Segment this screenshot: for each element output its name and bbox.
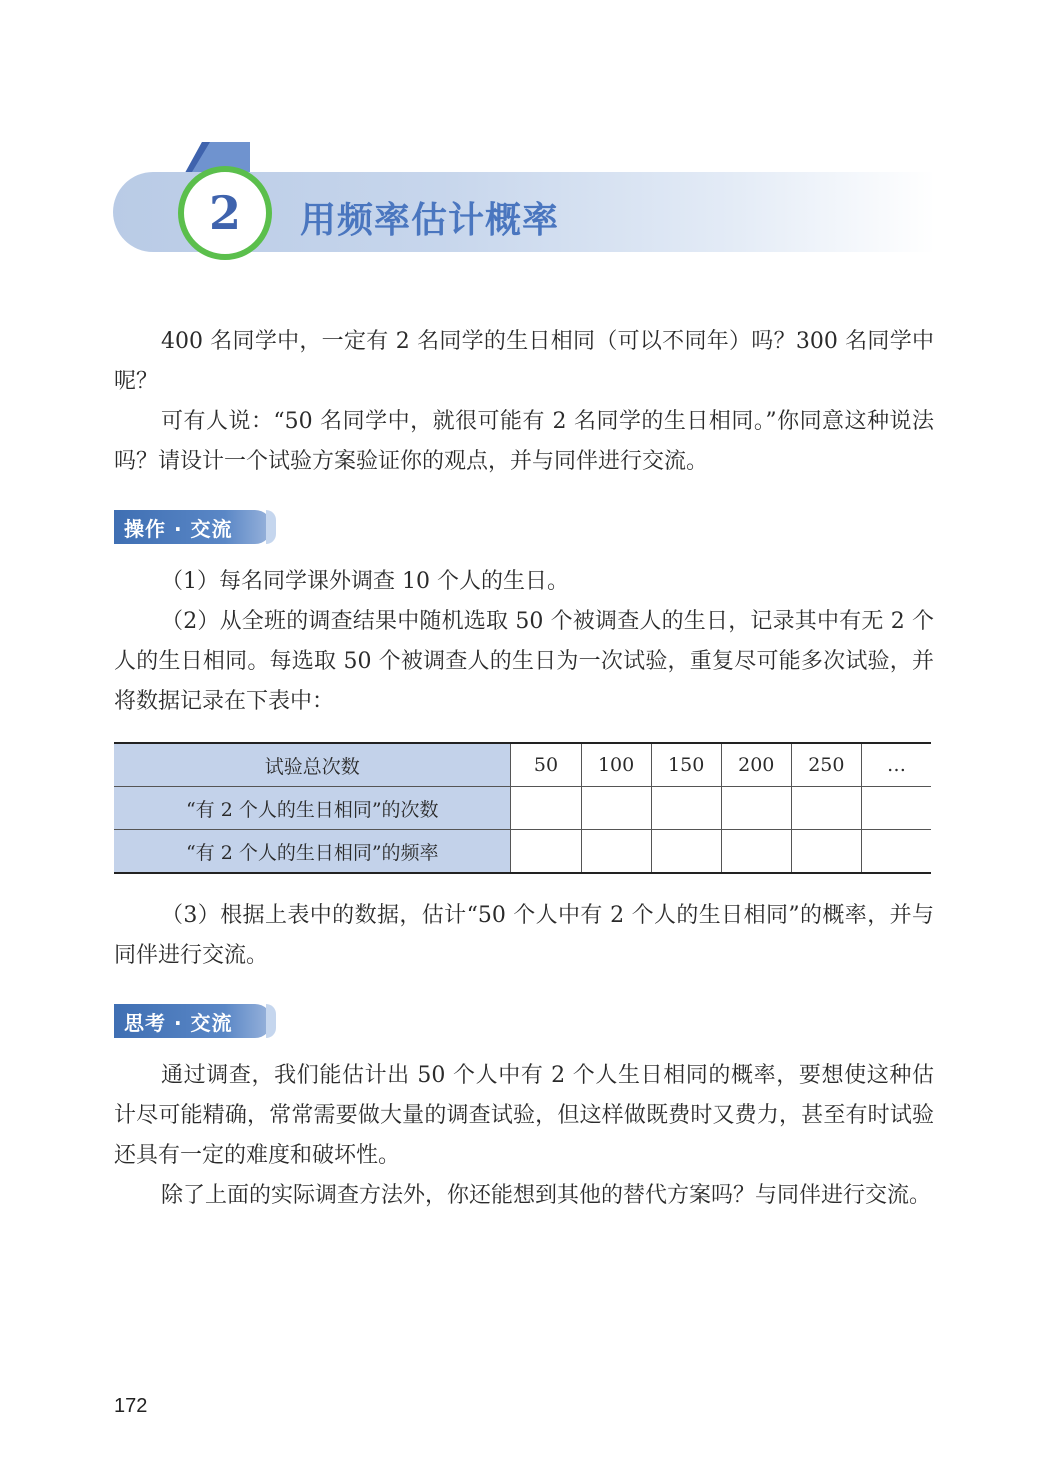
experiment-table [114,742,931,874]
label-ear-decoration [266,1004,276,1038]
table-cell: 50 [511,743,581,787]
activity-label-text: 操作 · 交流 [124,516,233,541]
table-cell-empty [651,830,721,874]
table-cell-empty [791,830,861,874]
table-cell-empty [581,787,651,830]
table-cell-empty [721,830,791,874]
intro-paragraph-1: 400 名同学中，一定有 2 名同学的生日相同（可以不同年）吗？300 名同学中呢？ [114,329,934,394]
page-number: 172 [114,1395,148,1417]
table-cell: 100 [581,743,651,787]
table-cell-empty [581,830,651,874]
label-ear-decoration [266,510,276,544]
section-number: 2 [208,186,241,240]
table-cell: 250 [791,743,861,787]
table-cell-empty [791,787,861,830]
section-title: 用频率估计概率 [300,199,560,241]
activity-label-text: 思考 · 交流 [124,1010,233,1035]
intro-paragraph-2: 可有人说：“50 名同学中，就很可能有 2 名同学的生日相同。”你同意这种说法吗？请设计一个试验方案验证你的观点，并与同伴进行交流。 [114,409,934,474]
table-cell-empty [511,787,581,830]
table-cell-empty [861,787,931,830]
section-header [0,0,1044,300]
table-cell-empty [651,787,721,830]
table-cell-empty [861,830,931,874]
table-row [114,743,931,787]
section-number-badge [178,166,272,260]
row-header: “有 2 个人的生日相同”的频率 [114,830,511,874]
step-2: （2）从全班的调查结果中随机选取 50 个被调查人的生日，记录其中有无 2 个人的生日相同。每选取 50 个被调查人的生日为一次试验，重复尽可能多次试验，并将数据记录在下表中： [114,609,934,714]
table-cell-empty [511,830,581,874]
think-paragraph-2: 除了上面的实际调查方法外，你还能想到其他的替代方案吗？与同伴进行交流。 [161,1183,932,1208]
table-cell: … [861,743,931,787]
row-header: “有 2 个人的生日相同”的次数 [114,787,511,830]
table-cell: 200 [721,743,791,787]
think-paragraph-1: 通过调查，我们能估计出 50 个人中有 2 个人生日相同的概率，要想使这种估计尽可能精确，常常需要做大量的调查试验，但这样做既费时又费力，甚至有时试验还具有一定的难度和破坏性。 [114,1063,934,1168]
table-cell: 150 [651,743,721,787]
activity-label-think [114,1004,272,1038]
activity-label-operate [114,510,272,544]
row-header: 试验总次数 [114,743,511,787]
table-row [114,787,931,830]
table-cell-empty [721,787,791,830]
table-row [114,830,931,874]
step-1: （1）每名同学课外调查 10 个人的生日。 [161,569,569,594]
step-3: （3）根据上表中的数据，估计“50 个人中有 2 个人的生日相同”的概率，并与同伴进行交流。 [114,903,934,968]
